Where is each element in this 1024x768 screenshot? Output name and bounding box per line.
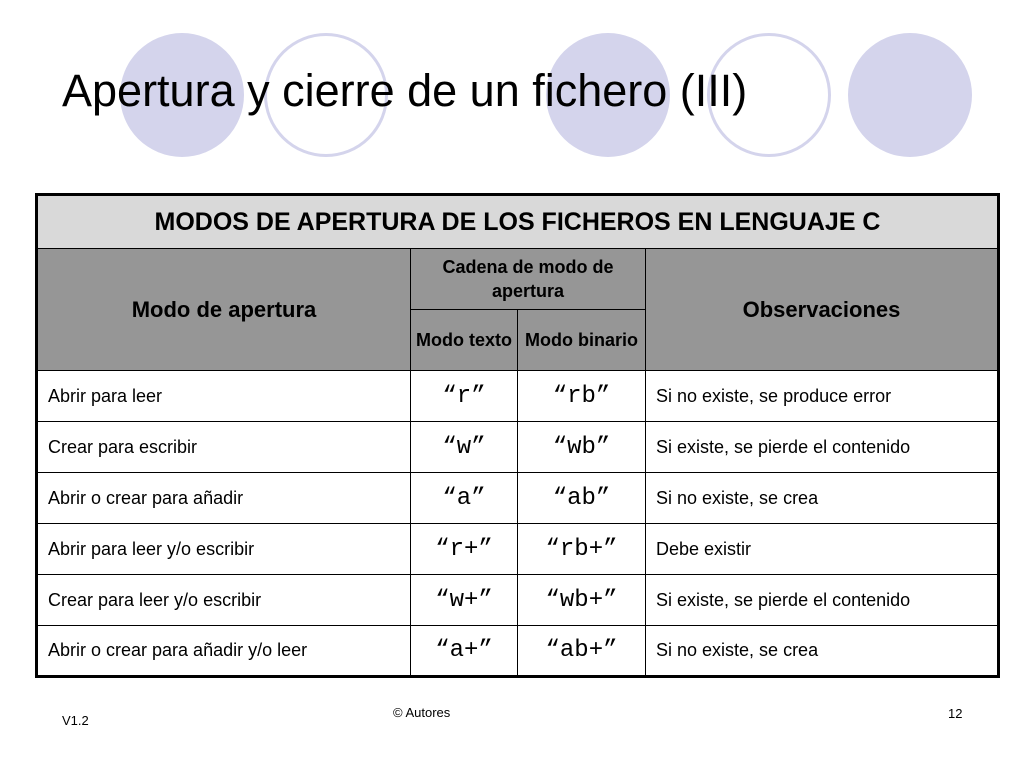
header-text-mode: Modo texto <box>411 310 518 371</box>
mode-cell: Crear para escribir <box>37 422 411 473</box>
text-mode-cell: “r+” <box>411 524 518 575</box>
table-row <box>37 422 999 473</box>
mode-cell: Abrir para leer y/o escribir <box>37 524 411 575</box>
header-mode: Modo de apertura <box>37 249 411 371</box>
text-mode-cell: “w” <box>411 422 518 473</box>
table-caption: MODOS DE APERTURA DE LOS FICHEROS EN LENGUAJE C <box>37 195 999 249</box>
observation-cell: Si existe, se pierde el contenido <box>646 422 999 473</box>
binary-mode-cell: “rb+” <box>518 524 646 575</box>
mode-cell: Crear para leer y/o escribir <box>37 575 411 626</box>
observation-cell: Si no existe, se produce error <box>646 371 999 422</box>
footer-page-number: 12 <box>948 706 963 721</box>
decor-circle-5 <box>848 33 972 157</box>
mode-cell: Abrir para leer <box>37 371 411 422</box>
observation-cell: Debe existir <box>646 524 999 575</box>
table-row <box>37 626 999 677</box>
footer-version: V1.2 <box>62 713 89 728</box>
binary-mode-cell: “ab” <box>518 473 646 524</box>
table-row <box>37 473 999 524</box>
binary-mode-cell: “rb” <box>518 371 646 422</box>
table-row <box>37 524 999 575</box>
text-mode-cell: “a+” <box>411 626 518 677</box>
text-mode-cell: “w+” <box>411 575 518 626</box>
text-mode-cell: “r” <box>411 371 518 422</box>
slide-title: Apertura y cierre de un fichero (III) <box>62 65 748 116</box>
text-mode-cell: “a” <box>411 473 518 524</box>
observation-cell: Si existe, se pierde el contenido <box>646 575 999 626</box>
header-binary-mode: Modo binario <box>518 310 646 371</box>
caption-row <box>37 195 999 249</box>
header-string: Cadena de modo de apertura <box>411 249 646 310</box>
binary-mode-cell: “wb” <box>518 422 646 473</box>
header-observations: Observaciones <box>646 249 999 371</box>
footer-authors: © Autores <box>393 705 451 720</box>
table-row <box>37 371 999 422</box>
binary-mode-cell: “wb+” <box>518 575 646 626</box>
table-row <box>37 575 999 626</box>
modes-table <box>35 193 1000 678</box>
observation-cell: Si no existe, se crea <box>646 626 999 677</box>
header-row-1 <box>37 249 999 310</box>
binary-mode-cell: “ab+” <box>518 626 646 677</box>
mode-cell: Abrir o crear para añadir <box>37 473 411 524</box>
mode-cell: Abrir o crear para añadir y/o leer <box>37 626 411 677</box>
observation-cell: Si no existe, se crea <box>646 473 999 524</box>
